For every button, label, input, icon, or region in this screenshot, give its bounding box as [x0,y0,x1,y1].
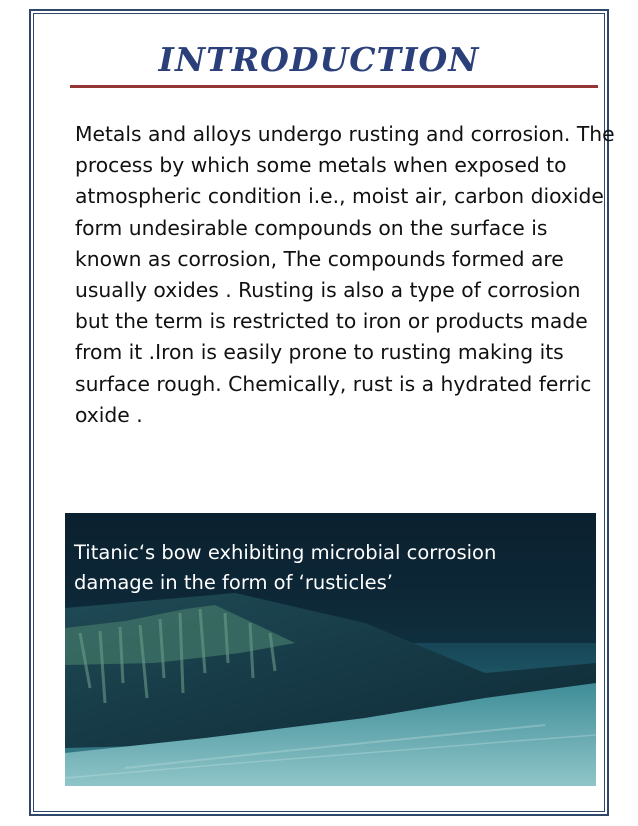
title-underline [70,85,598,88]
page-title: INTRODUCTION [158,40,480,79]
introduction-paragraph: Metals and alloys undergo rusting and corrosion. The process by which some metals when exposed to atmospheric condition i.e., moist air, carbon dioxide form undesirable compounds on the surface is known as corrosion, The compounds formed are usually oxides . Rusting is also a type of corrosion but the term is restricted to iron or products made from it .Iron is easily prone to rusting making its surface rough. Chemically, rust is a hydrated ferric oxide . [75,122,615,427]
titanic-bow-photo [65,513,596,786]
photo-caption: Titanic‘s bow exhibiting microbial corrosion damage in the form of ‘rusticles’ [74,541,497,594]
